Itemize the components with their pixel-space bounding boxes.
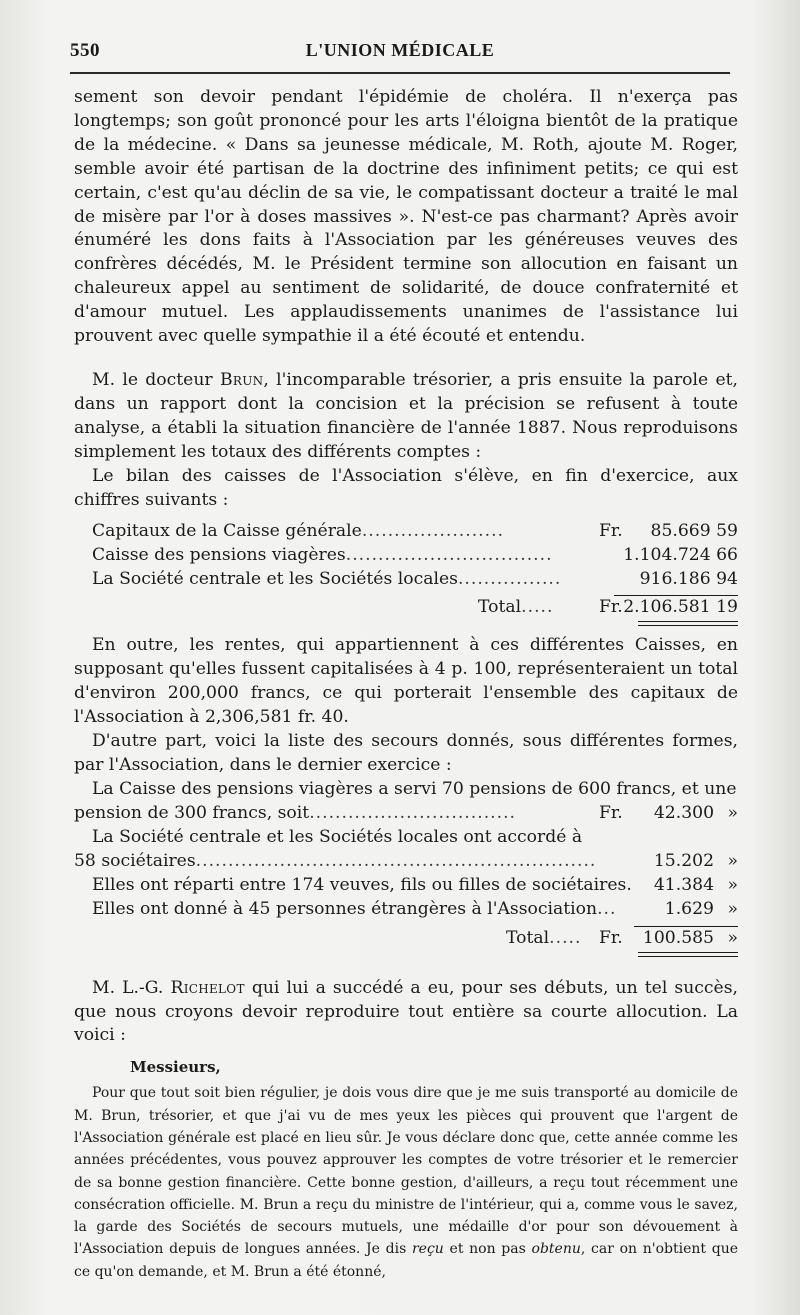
account-dots: ...................... [361,521,505,542]
secours-amount: 41.384 [653,874,714,895]
rentes-paragraph: En outre, les rentes, qui appartiennent à ces différentes Caisses, en supposant qu'elles fussent capitalisées à 4 p. 100, représenteraient un total d'environ 200,000 francs, ce qui porterait l'ensemble des capitaux de l'Association à 2,306,581 fr. 40. [74,635,738,728]
secours-amount: 1.629 [664,898,714,919]
speech-text [74,1082,738,1283]
total-double-rule [74,620,738,626]
speech-recu: reçu [411,1241,444,1258]
richelot-rest: qui lui a succédé a eu, pour ses débuts, un tel succès, que nous croyons devoir reproduire tout entière sa courte allocution. La voici : [74,977,738,1046]
page-number: 550 [70,40,100,61]
secours-amount: 42.300 [653,802,714,823]
total-label: Total [506,927,550,948]
secours-row [74,850,738,874]
secours-label: Elles ont réparti entre 174 veuves, fils ou filles de sociétaires. [92,874,632,895]
total-amount: 100.585 [642,927,714,948]
total-currency: Fr. [599,927,623,948]
section-gap [74,349,738,369]
account-amount: 1.104.724 66 [623,545,738,566]
secours-dots: ................................ [309,802,517,823]
societe-line: La Société centrale et les Sociétés locales ont accordé à [92,826,583,847]
account-amount: 916.186 94 [639,569,738,590]
account-label: La Société centrale et les Sociétés locales [92,569,458,590]
secours-intro: D'autre part, voici la liste des secours donnés, sous différentes formes, par l'Association, dans le dernier exercice : [74,731,738,775]
account-label: Caisse des pensions viagères [92,545,346,566]
secours-amount: 15.202 [653,850,714,871]
bilan-intro: Le bilan des caisses de l'Association s'élève, en fin d'exercice, aux chiffres suivants : [74,465,738,510]
brun-name: Brun [219,369,264,390]
secours-label: pension de 300 francs, soit [74,802,310,823]
total-dots: ..... [521,597,554,618]
section-gap [74,626,738,634]
account-currency: Fr. [599,521,623,542]
table-gap [74,512,738,520]
total-amount: 2.106.581 19 [623,597,738,618]
running-header [70,40,730,72]
total-dots: ..... [549,927,582,948]
accounts-total-row [74,596,738,620]
secours-label: 58 sociétaires [74,850,196,871]
accounts-table [74,520,738,626]
brun-lead: M. le docteur [92,369,220,390]
account-row [74,544,738,568]
ditto-mark: » [727,927,738,948]
secours-table [74,802,738,957]
secours-row [74,802,738,826]
total-double-rule [74,951,738,957]
section-gap [74,957,738,977]
speech-middle: et non pas [443,1241,532,1258]
ditto-mark: » [727,874,738,895]
account-label: Capitaux de la Caisse générale [92,521,362,542]
page-body [74,86,738,1283]
account-dots: ................................ [345,545,553,566]
speech-after: , car on n'obtient que ce qu'on demande, et M. Brun a été étonné, [74,1241,738,1280]
ditto-mark: » [727,898,738,919]
intro-paragraph: sement son devoir pendant l'épidémie de choléra. Il n'exerça pas longtemps; son goût prononcé pour les arts l'éloigna bientôt de la pratique de la médecine. « Dans sa jeunesse médicale, M. Roth, ajoute M. Roger, semble avoir été partisan de la doctrine des infiniment petits; ce qui est certain, c'est qu'au déclin de sa vie, le compatissant docteur a traité le mal de misère par l'or à doses massives ». N'est-ce pas charmant? Après avoir énuméré les dons faits à l'Association par les généreuses veuves des confrères décédés, M. le Président termine son allocution en faisant un chaleureux appel au sentiment de solidarité, de douce confraternité et d'amour mutuel. Les applaudissements unanimes de l'assistance lui prouvent avec quelle sympathie il a été écouté et entendu. [74,87,738,347]
account-amount: 85.669 59 [650,521,738,542]
secours-row [74,898,738,922]
pensions-line: La Caisse des pensions viagères a servi 70 pensions de 600 francs, et une [92,778,737,799]
ditto-mark: » [727,850,738,871]
journal-title: L'UNION MÉDICALE [305,40,495,60]
total-label: Total [478,597,522,618]
total-currency: Fr. [599,597,623,618]
secours-row [74,874,738,898]
ditto-mark: » [727,802,738,823]
header-rule [70,72,730,74]
account-row [74,568,738,592]
secours-dots: ... [597,898,617,919]
brun-rest: , l'incomparable trésorier, a pris ensuite la parole et, dans un rapport dont la concision et la précision se refusent à toute analyse, a établi la situation financière de l'année 1887. Nous reproduisons simplement les totaux des différents comptes : [74,369,738,462]
richelot-paragraph [74,977,738,1049]
richelot-name: Richelot [170,977,245,998]
secours-dots: .............................................................. [195,850,597,871]
account-dots: ................ [457,569,562,590]
secours-total-row [74,927,738,951]
brun-paragraph [74,369,738,465]
richelot-lead: M. L.-G. [92,977,171,998]
secours-currency: Fr. [599,802,623,823]
secours-label: Elles ont donné à 45 personnes étrangères à l'Association [92,898,598,919]
speech-main: Pour que tout soit bien régulier, je dois vous dire que je me suis transporté au domicile de M. Brun, trésorier, et que j'ai vu de mes yeux les pièces qui prouvent que l'argent de l'Association générale est placé en lieu sûr. Je vous déclare donc que, cette année comme les années précédentes, vous pouvez approuver les comptes de votre trésorier et le remercier de sa bonne gestion financière. Cette bonne gestion, d'ailleurs, a reçu tout récemment une consécration officielle. M. Brun a reçu du ministre de l'intérieur, qui a, comme vous le savez, la garde des Sociétés de secours mutuels, une médaille d'or pour son dévouement à l'Association depuis de longues années. Je dis [74,1085,738,1258]
account-row [74,520,738,544]
salutation: Messieurs, [130,1058,221,1077]
speech-obtenu: obtenu [531,1241,581,1258]
